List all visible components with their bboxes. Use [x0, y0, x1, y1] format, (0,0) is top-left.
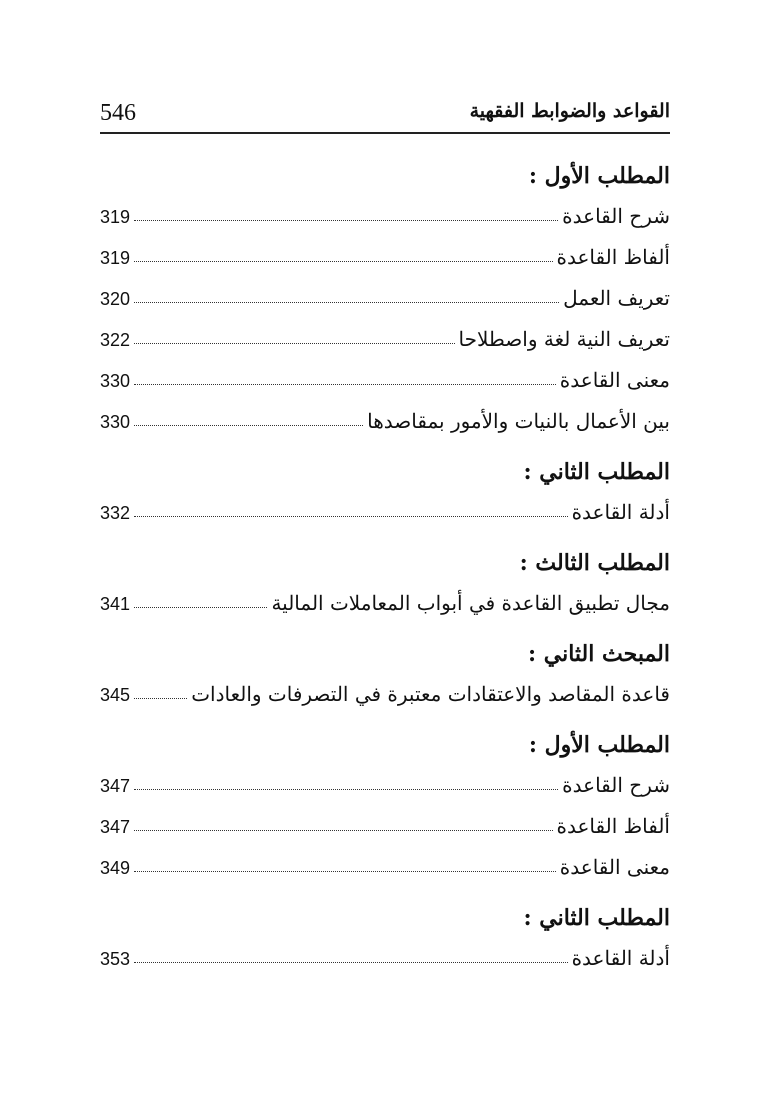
toc-entry-page-number: 332	[100, 503, 131, 523]
toc-entry-page-number: 341	[100, 594, 131, 614]
toc-entry-page-number: 330	[100, 371, 131, 391]
toc-entry-title: قاعدة المقاصد والاعتقادات معتبرة في التصرفات والعادات	[191, 682, 670, 706]
dotted-leader	[134, 697, 187, 699]
dotted-leader	[134, 383, 556, 385]
dotted-leader	[134, 260, 552, 262]
toc-entry-title: معنى القاعدة	[559, 368, 670, 392]
dotted-leader	[134, 870, 556, 872]
toc-entry	[100, 237, 670, 278]
toc-entry-title: أدلة القاعدة	[571, 500, 670, 524]
dotted-leader	[134, 961, 568, 963]
toc-entry-page-number: 345	[100, 685, 131, 705]
running-title: القواعد والضوابط الفقهية	[469, 100, 670, 122]
toc-section-heading: المطلب الثاني :	[523, 905, 670, 931]
toc-section-heading: المطلب الثالث :	[519, 550, 670, 576]
toc-entry	[100, 674, 670, 715]
dotted-leader	[134, 829, 552, 831]
toc-entry	[100, 938, 670, 979]
table-of-contents	[100, 150, 670, 979]
toc-entry-title: تعريف العمل	[563, 286, 670, 310]
dotted-leader	[134, 342, 454, 344]
toc-entry-title: ألفاظ القاعدة	[556, 245, 670, 269]
toc-entry-title: تعريف النية لغة واصطلاحا	[458, 327, 670, 351]
toc-entry	[100, 583, 670, 624]
toc-entry	[100, 360, 670, 401]
toc-section-heading: المطلب الأول :	[528, 163, 670, 189]
toc-entry	[100, 196, 670, 237]
dotted-leader	[134, 424, 363, 426]
toc-entry	[100, 765, 670, 806]
dotted-leader	[134, 301, 559, 303]
dotted-leader	[134, 219, 558, 221]
toc-entry-page-number: 330	[100, 412, 131, 432]
toc-entry-page-number: 349	[100, 858, 131, 878]
toc-entry-page-number: 353	[100, 949, 131, 969]
toc-entry	[100, 278, 670, 319]
toc-entry	[100, 806, 670, 847]
toc-entry	[100, 401, 670, 442]
toc-entry-title: مجال تطبيق القاعدة في أبواب المعاملات المالية	[271, 591, 670, 615]
toc-entry-page-number: 347	[100, 776, 131, 796]
toc-entry-title: معنى القاعدة	[559, 855, 670, 879]
toc-entry-title: أدلة القاعدة	[571, 946, 670, 970]
toc-entry-page-number: 322	[100, 330, 131, 350]
toc-entry-title: شرح القاعدة	[562, 204, 670, 228]
toc-entry	[100, 492, 670, 533]
toc-entry-page-number: 319	[100, 207, 131, 227]
toc-entry-page-number: 319	[100, 248, 131, 268]
toc-section-heading: المبحث الثاني :	[527, 641, 670, 667]
toc-section-heading: المطلب الأول :	[528, 732, 670, 758]
toc-entry-title: شرح القاعدة	[562, 773, 670, 797]
toc-entry-title: ألفاظ القاعدة	[556, 814, 670, 838]
toc-entry-page-number: 347	[100, 817, 131, 837]
dotted-leader	[134, 606, 267, 608]
running-header	[100, 96, 670, 134]
dotted-leader	[134, 788, 558, 790]
toc-entry	[100, 319, 670, 360]
dotted-leader	[134, 515, 568, 517]
page-number: 546	[100, 100, 136, 126]
toc-entry-title: بين الأعمال بالنيات والأمور بمقاصدها	[367, 409, 670, 433]
toc-section-heading: المطلب الثاني :	[523, 459, 670, 485]
toc-entry	[100, 847, 670, 888]
toc-entry-page-number: 320	[100, 289, 131, 309]
